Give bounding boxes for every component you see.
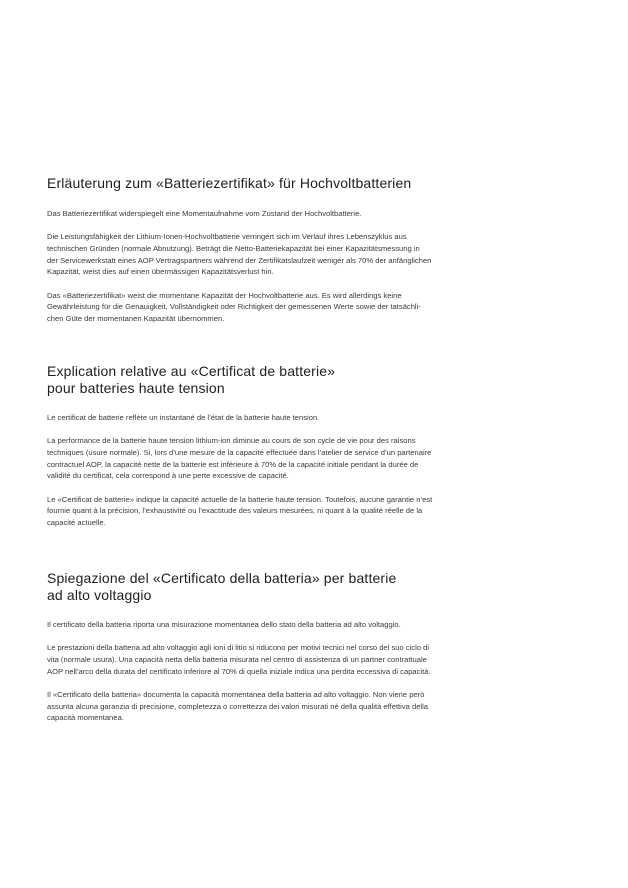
paragraph-french-3: [47, 494, 527, 529]
text-line: Le prestazioni della batteria ad alto voltaggio agli ioni di litio si riducono per motivi tecnici nel corso del suo ciclo di: [47, 643, 430, 653]
section-title-french: [47, 363, 527, 397]
section-body-italian: [47, 619, 527, 724]
text-line: AOP nell’arco della durata del certificato inferiore al 70% di quella iniziale indica una perdita eccessiva di capacità.: [47, 666, 431, 676]
paragraph-italian-3: [47, 689, 527, 724]
text-line: Gewährleistung für die Genauigkeit, Vollständigkeit oder Richtigkeit der gemessenen Werte sowie der tatsächli-: [47, 302, 421, 312]
title-line: Erläuterung zum «Batteriezertifikat» für Hochvoltbatterien: [47, 175, 412, 191]
section-french: [47, 363, 527, 529]
title-line: ad alto voltaggio: [47, 587, 152, 603]
text-line: Die Leistungsfähigkeit der Lithium-Ionen-Hochvoltbatterie verringert sich im Verlauf ihres Lebenszyklus aus: [47, 232, 407, 242]
text-line: der Servicewerkstatt eines AOP Vertragspartners während der Zertifikatslaufzeit weniger als 70% der anfänglichen: [47, 255, 432, 265]
paragraph-italian-2: [47, 642, 527, 677]
section-german: [47, 175, 527, 325]
text-line: assunta alcuna garanzia di precisione, completezza o correttezza dei valori misurati né della qualità effettiva della: [47, 701, 429, 711]
title-line: pour batteries haute tension: [47, 380, 225, 396]
text-line: chen Güte der momentanen Kapazität übernommen.: [47, 314, 225, 324]
paragraph-italian-1: [47, 619, 527, 631]
section-title-italian: [47, 570, 527, 604]
text-line: Il certificato della batteria riporta una misurazione momentanea dello stato della batteria ad alto voltaggio.: [47, 620, 401, 629]
title-line: Explication relative au «Certificat de batterie»: [47, 363, 336, 379]
text-line: Das Batteriezertifikat widerspiegelt eine Momentaufnahme vom Zustand der Hochvoltbatterie.: [47, 209, 362, 218]
text-line: capacité actuelle.: [47, 518, 106, 528]
section-title-german: [47, 175, 527, 192]
text-line: technischen Gründen (normale Abnutzung). Beträgt die Netto-Batteriekapazität bei einer Kapazitätsmessung in: [47, 244, 420, 253]
text-line: Kapazität, weist dies auf einen übermässigen Kapazitätsverlust hin.: [47, 267, 274, 277]
paragraph-french-1: [47, 412, 527, 424]
paragraph-german-3: [47, 290, 527, 325]
paragraph-german-2: [47, 231, 527, 278]
text-line: Le certificat de batterie reflète un instantané de l’état de la batterie haute tension.: [47, 413, 320, 422]
text-line: capacità momentanea.: [47, 713, 124, 723]
text-line: techniques (usure normale). Si, lors d’une mesure de la capacité effectuée dans l’atelier de service d’un partenaire: [47, 448, 432, 457]
text-line: vita (normale usura). Una capacità netta della batteria misurata nel centro di assistenza di un partner contrattuale: [47, 655, 427, 664]
section-body-french: [47, 412, 527, 529]
text-line: Das «Batteriezertifikat» weist die momentane Kapazität der Hochvoltbatterie aus. Es wird allerdings keine: [47, 290, 402, 300]
section-italian: [47, 570, 527, 724]
text-line: Le «Certificat de batterie» indique la capacité actuelle de la batterie haute tension. Toutefois, aucune garantie n’est: [47, 494, 433, 504]
text-line: fournie quant à la précision, l’exhaustivité ou l’exactitude des valeurs mesurées, ni quant à la qualité réelle de la: [47, 506, 423, 516]
paragraph-french-2: [47, 435, 527, 482]
section-body-german: [47, 208, 527, 325]
text-line: Il «Certificato della batteria» documenta la capacità momentanea della batteria ad alto voltaggio. Non viene però: [47, 690, 425, 699]
text-line: contractuel AOP, la capacité nette de la batterie est inférieure à 70% de la capacité initiale pendant la durée de: [47, 459, 419, 469]
paragraph-german-1: [47, 208, 527, 220]
title-line: Spiegazione del «Certificato della batteria» per batterie: [47, 570, 397, 586]
text-line: validité du certificat, cela correspond à une perte excessive de capacité.: [47, 471, 289, 481]
text-line: La performance de la batterie haute tension lithium-ion diminue au cours de son cycle de vie pour des raisons: [47, 436, 416, 446]
